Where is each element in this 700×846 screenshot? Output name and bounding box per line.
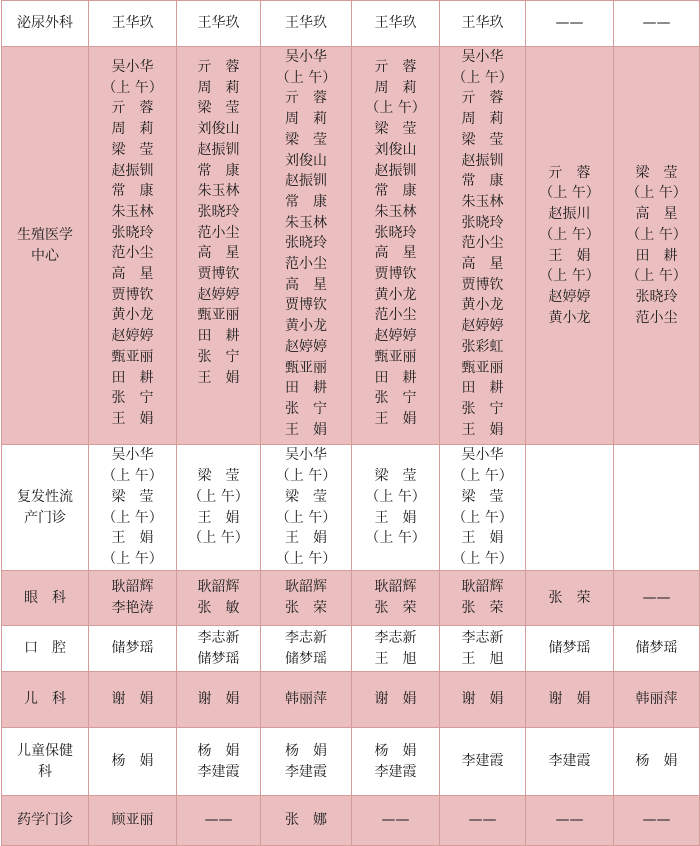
- doctor-name: 朱玉林: [374, 203, 417, 220]
- doctor-name: 亓 蓉: [548, 164, 591, 181]
- doctor-name: 梁 莹: [197, 468, 240, 485]
- schedule-cell: [261, 626, 352, 672]
- department-name: 中心: [31, 247, 59, 264]
- doctor-name: 贾博钦: [285, 297, 327, 314]
- doctor-name: 梁 莹: [111, 488, 154, 505]
- doctor-name: 高 星: [285, 276, 327, 293]
- schedule-cell: [440, 626, 526, 672]
- doctor-name: 张 荣: [374, 600, 417, 616]
- doctor-name: 张 荣: [548, 589, 591, 606]
- schedule-cell: [440, 796, 526, 846]
- department-name: 儿 科: [24, 691, 66, 708]
- doctor-name: （上 午）: [452, 69, 513, 86]
- doctor-name: 赵振钏: [285, 173, 327, 190]
- doctor-name: （上 午）: [365, 100, 426, 117]
- doctor-name: 谢 娟: [197, 691, 240, 708]
- doctor-name: 耿韶辉: [111, 579, 154, 596]
- doctor-name: 李建霞: [197, 763, 240, 780]
- doctor-name: 谢 娟: [374, 691, 417, 708]
- schedule-cell: [261, 571, 352, 626]
- doctor-name: 刘俊山: [374, 141, 417, 158]
- doctor-name: 常 康: [374, 183, 417, 200]
- schedule-cell: [526, 445, 614, 571]
- doctor-name: 王 娟: [285, 421, 327, 438]
- schedule-cell: [89, 672, 177, 728]
- doctor-name: 李建霞: [548, 753, 591, 770]
- doctor-name: 贾博钦: [461, 276, 504, 293]
- doctor-name: （上 午）: [102, 468, 163, 485]
- schedule-cell: [614, 445, 700, 571]
- doctor-name: 范小尘: [374, 307, 417, 324]
- doctor-name: 甄亚丽: [111, 348, 154, 365]
- doctor-name: 范小尘: [111, 245, 154, 262]
- doctor-name: （上 午）: [539, 268, 600, 285]
- table-row: [2, 626, 700, 672]
- doctor-name: 张 荣: [285, 600, 327, 616]
- department-cell: [2, 672, 89, 728]
- doctor-name: （上 午）: [188, 530, 249, 547]
- department-name: 复发性流: [17, 488, 73, 505]
- doctor-name: 王 娟: [461, 421, 504, 438]
- doctor-name: ——: [642, 589, 671, 606]
- table-row: [2, 1, 700, 47]
- doctor-name: 黄小龙: [285, 318, 327, 335]
- schedule-cell: [89, 728, 177, 796]
- doctor-name: 赵振钏: [374, 162, 417, 179]
- doctor-name: 甄亚丽: [374, 348, 417, 365]
- schedule-cell: [614, 1, 700, 47]
- doctor-name: 王华玖: [285, 15, 327, 32]
- doctor-name: 田 耕: [374, 369, 417, 386]
- schedule-cell: [261, 672, 352, 728]
- doctor-name: 王 娟: [374, 509, 417, 526]
- department-cell: [2, 571, 89, 626]
- doctor-name: 张 敏: [197, 600, 240, 616]
- doctor-name: 李建霞: [461, 753, 504, 770]
- doctor-name: 谢 娟: [461, 691, 504, 708]
- doctor-name: 李志新: [461, 629, 504, 646]
- doctor-name: 王 娟: [197, 509, 240, 526]
- doctor-name: （上 午）: [452, 468, 513, 485]
- schedule-body: [2, 1, 700, 846]
- doctor-name: 甄亚丽: [197, 307, 240, 324]
- doctor-name: 储梦瑶: [111, 640, 154, 657]
- schedule-cell: [614, 47, 700, 445]
- doctor-name: 王华玖: [461, 15, 504, 32]
- doctor-name: 吴小华: [285, 447, 327, 464]
- doctor-name: ——: [468, 812, 497, 829]
- doctor-name: 亓 蓉: [197, 59, 240, 75]
- doctor-name: 梁 莹: [461, 131, 504, 148]
- doctor-name: 储梦瑶: [285, 650, 327, 667]
- schedule-cell: [526, 626, 614, 672]
- doctor-name: 梁 莹: [461, 488, 504, 505]
- doctor-name: 范小尘: [197, 224, 240, 241]
- doctor-name: 王华玖: [111, 15, 154, 32]
- doctor-name: （上 午）: [275, 509, 337, 526]
- doctor-name: 张晓玲: [635, 288, 678, 305]
- schedule-cell: [614, 728, 700, 796]
- doctor-name: 王 旭: [461, 650, 504, 667]
- doctor-name: 吴小华: [461, 49, 504, 65]
- doctor-name: 吴小华: [111, 447, 154, 464]
- doctor-name: 吴小华: [111, 59, 154, 75]
- doctor-name: 王 娟: [111, 410, 154, 427]
- department-name: 口 腔: [24, 640, 66, 657]
- doctor-name: 朱玉林: [285, 214, 327, 231]
- doctor-name: 高 星: [635, 206, 678, 223]
- doctor-name: 梁 莹: [197, 100, 240, 117]
- doctor-name: 王 娟: [285, 530, 327, 547]
- doctor-name: （上 午）: [626, 226, 687, 243]
- doctor-name: 赵婷婷: [285, 338, 327, 355]
- doctor-name: （上 午）: [275, 550, 337, 567]
- doctor-name: 刘俊山: [285, 152, 327, 169]
- schedule-cell: [261, 796, 352, 846]
- doctor-name: 赵婷婷: [374, 328, 417, 345]
- department-name: 眼 科: [24, 589, 66, 606]
- schedule-table: [1, 0, 700, 846]
- doctor-name: （上 午）: [102, 509, 163, 526]
- schedule-cell: [177, 728, 261, 796]
- doctor-name: 梁 莹: [374, 468, 417, 485]
- schedule-cell: [352, 672, 440, 728]
- doctor-name: 王华玖: [374, 15, 417, 32]
- doctor-name: 亓 蓉: [461, 90, 504, 107]
- doctor-name: 杨 娟: [111, 753, 154, 770]
- schedule-cell: [526, 1, 614, 47]
- doctor-name: 贾博钦: [111, 286, 154, 303]
- schedule-cell: [440, 728, 526, 796]
- doctor-name: 赵振钏: [111, 162, 154, 179]
- department-cell: [2, 445, 89, 571]
- doctor-name: 储梦瑶: [548, 640, 591, 657]
- doctor-name: 王 娟: [111, 530, 154, 547]
- doctor-name: 高 星: [461, 256, 504, 273]
- doctor-name: （上 午）: [275, 69, 337, 86]
- schedule-cell: [526, 728, 614, 796]
- doctor-name: （上 午）: [626, 268, 687, 285]
- department-cell: [2, 47, 89, 445]
- doctor-name: 李志新: [374, 629, 417, 646]
- doctor-name: 周 莉: [197, 79, 240, 96]
- doctor-name: 谢 娟: [111, 691, 154, 708]
- table-row: [2, 571, 700, 626]
- department-name: 科: [38, 763, 52, 780]
- doctor-name: 杨 娟: [374, 742, 417, 759]
- schedule-cell: [177, 672, 261, 728]
- doctor-name: 储梦瑶: [635, 640, 678, 657]
- schedule-cell: [440, 672, 526, 728]
- department-name: 儿童保健: [17, 742, 73, 759]
- doctor-name: 耿韶辉: [285, 579, 327, 596]
- doctor-name: 吴小华: [461, 447, 504, 464]
- schedule-cell: [352, 571, 440, 626]
- doctor-name: 黄小龙: [374, 286, 417, 303]
- doctor-name: 亓 蓉: [285, 90, 327, 107]
- doctor-name: 王 娟: [374, 410, 417, 427]
- doctor-name: 张 宁: [111, 390, 154, 407]
- doctor-name: 王 娟: [548, 247, 591, 264]
- doctor-name: （上 午）: [365, 488, 426, 505]
- doctor-name: 赵婷婷: [461, 318, 504, 335]
- schedule-cell: [614, 571, 700, 626]
- doctor-name: （上 午）: [188, 488, 249, 505]
- doctor-name: 王 旭: [374, 650, 417, 667]
- doctor-name: 赵振钏: [197, 141, 240, 158]
- doctor-name: （上 午）: [452, 509, 513, 526]
- doctor-name: 李建霞: [374, 763, 417, 780]
- doctor-name: 王 娟: [461, 530, 504, 547]
- doctor-name: 张晓玲: [111, 224, 154, 241]
- schedule-cell: [526, 47, 614, 445]
- doctor-name: 田 耕: [285, 380, 327, 397]
- schedule-cell: [89, 571, 177, 626]
- doctor-name: 常 康: [111, 183, 154, 200]
- schedule-cell: [89, 1, 177, 47]
- schedule-cell: [177, 796, 261, 846]
- doctor-name: 黄小龙: [111, 307, 154, 324]
- table-row: [2, 47, 700, 445]
- schedule-cell: [261, 728, 352, 796]
- doctor-name: ——: [381, 812, 410, 829]
- doctor-name: 谢 娟: [548, 691, 591, 708]
- doctor-name: 李艳涛: [111, 600, 154, 616]
- doctor-name: 周 莉: [461, 111, 504, 128]
- doctor-name: 田 耕: [635, 247, 678, 264]
- doctor-name: 李建霞: [285, 763, 327, 780]
- schedule-cell: [261, 1, 352, 47]
- doctor-name: 赵婷婷: [197, 286, 240, 303]
- doctor-name: 李志新: [197, 629, 240, 646]
- doctor-name: 张晓玲: [374, 224, 417, 241]
- doctor-name: 赵婷婷: [548, 288, 591, 305]
- doctor-name: 耿韶辉: [461, 579, 504, 596]
- doctor-name: 梁 莹: [111, 141, 154, 158]
- doctor-name: 杨 娟: [285, 742, 327, 759]
- doctor-name: 常 康: [285, 193, 327, 210]
- doctor-name: 亓 蓉: [111, 100, 154, 117]
- doctor-name: 贾博钦: [197, 266, 240, 283]
- doctor-name: 黄小龙: [548, 309, 591, 326]
- schedule-cell: [440, 47, 526, 445]
- department-name: 产门诊: [24, 509, 66, 526]
- doctor-name: 刘俊山: [197, 121, 240, 138]
- doctor-name: 范小尘: [285, 256, 327, 273]
- doctor-name: 周 莉: [374, 79, 417, 96]
- doctor-name: 田 耕: [111, 369, 154, 386]
- doctor-name: 韩丽萍: [285, 691, 327, 708]
- doctor-name: （上 午）: [102, 550, 163, 567]
- department-cell: [2, 1, 89, 47]
- doctor-name: 赵振川: [548, 206, 591, 223]
- doctor-name: （上 午）: [539, 226, 600, 243]
- table-row: [2, 672, 700, 728]
- doctor-name: 韩丽萍: [635, 691, 678, 708]
- doctor-name: 高 星: [197, 245, 240, 262]
- doctor-name: 张晓玲: [285, 235, 327, 252]
- doctor-name: ——: [642, 812, 671, 829]
- table-row: [2, 796, 700, 846]
- doctor-name: 常 康: [461, 173, 504, 190]
- doctor-name: （上 午）: [539, 185, 600, 202]
- doctor-name: 张晓玲: [461, 214, 504, 231]
- doctor-name: 梁 莹: [374, 121, 417, 138]
- schedule-cell: [89, 796, 177, 846]
- doctor-name: （上 午）: [365, 530, 426, 547]
- doctor-name: 张晓玲: [197, 203, 240, 220]
- doctor-name: ——: [555, 812, 584, 829]
- doctor-name: 吴小华: [285, 49, 327, 65]
- schedule-cell: [614, 626, 700, 672]
- doctor-name: 黄小龙: [461, 297, 504, 314]
- schedule-cell: [352, 1, 440, 47]
- schedule-cell: [526, 672, 614, 728]
- schedule-cell: [352, 796, 440, 846]
- schedule-cell: [440, 571, 526, 626]
- table-row: [2, 728, 700, 796]
- doctor-name: 高 星: [374, 245, 417, 262]
- doctor-name: ——: [555, 15, 584, 32]
- doctor-name: 赵婷婷: [111, 328, 154, 345]
- doctor-name: 梁 莹: [285, 131, 327, 148]
- doctor-name: （上 午）: [275, 468, 337, 485]
- schedule-cell: [614, 796, 700, 846]
- schedule-cell: [526, 796, 614, 846]
- schedule-cell: [614, 672, 700, 728]
- doctor-name: 亓 蓉: [374, 59, 417, 75]
- doctor-name: 甄亚丽: [461, 359, 504, 376]
- doctor-name: 张 宁: [374, 390, 417, 407]
- doctor-name: 李志新: [285, 629, 327, 646]
- department-name: 生殖医学: [17, 226, 73, 243]
- schedule-cell: [352, 728, 440, 796]
- doctor-name: 耿韶辉: [197, 579, 240, 596]
- schedule-cell: [89, 626, 177, 672]
- doctor-name: 朱玉林: [197, 183, 240, 200]
- department-cell: [2, 626, 89, 672]
- schedule-cell: [89, 445, 177, 571]
- doctor-name: 甄亚丽: [285, 359, 327, 376]
- doctor-name: 耿韶辉: [374, 579, 417, 596]
- schedule-cell: [440, 1, 526, 47]
- doctor-name: 周 莉: [285, 111, 327, 128]
- schedule-cell: [261, 47, 352, 445]
- schedule-cell: [177, 571, 261, 626]
- department-name: 药学门诊: [17, 812, 73, 829]
- doctor-name: ——: [204, 812, 233, 829]
- doctor-name: 田 耕: [461, 380, 504, 397]
- doctor-name: 范小尘: [461, 235, 504, 252]
- doctor-name: 梁 莹: [285, 488, 327, 505]
- schedule-cell: [352, 445, 440, 571]
- doctor-name: 张 荣: [461, 600, 504, 616]
- doctor-name: 朱玉林: [111, 203, 154, 220]
- doctor-name: 范小尘: [635, 309, 678, 326]
- doctor-name: 贾博钦: [374, 266, 417, 283]
- schedule-cell: [526, 571, 614, 626]
- schedule-cell: [177, 47, 261, 445]
- doctor-name: 赵振钏: [461, 152, 504, 169]
- department-cell: [2, 796, 89, 846]
- schedule-cell: [89, 47, 177, 445]
- doctor-name: 张 宁: [461, 400, 504, 417]
- doctor-name: （上 午）: [102, 79, 163, 96]
- department-name: 泌尿外科: [17, 15, 73, 32]
- doctor-name: 田 耕: [197, 328, 240, 345]
- doctor-name: （上 午）: [452, 550, 513, 567]
- doctor-name: 周 莉: [111, 121, 154, 138]
- table-row: [2, 445, 700, 571]
- schedule-cell: [440, 445, 526, 571]
- doctor-name: 张彩虹: [461, 338, 504, 355]
- doctor-name: 梁 莹: [635, 164, 678, 181]
- schedule-cell: [177, 445, 261, 571]
- doctor-name: 杨 娟: [635, 753, 678, 770]
- doctor-name: 顾亚丽: [111, 812, 154, 829]
- doctor-name: （上 午）: [626, 185, 687, 202]
- schedule-cell: [261, 445, 352, 571]
- doctor-name: 常 康: [197, 162, 240, 179]
- schedule-cell: [177, 1, 261, 47]
- doctor-name: 王华玖: [197, 15, 240, 32]
- doctor-name: 张 宁: [285, 400, 327, 417]
- doctor-name: 高 星: [111, 266, 154, 283]
- doctor-name: 储梦瑶: [197, 650, 240, 667]
- schedule-cell: [352, 626, 440, 672]
- doctor-name: 朱玉林: [461, 193, 504, 210]
- schedule-cell: [177, 626, 261, 672]
- department-cell: [2, 728, 89, 796]
- doctor-name: 张 娜: [285, 812, 327, 829]
- schedule-cell: [352, 47, 440, 445]
- doctor-name: 张 宁: [197, 348, 240, 365]
- doctor-name: ——: [642, 15, 671, 32]
- doctor-name: 杨 娟: [197, 742, 240, 759]
- doctor-name: 王 娟: [197, 369, 240, 386]
